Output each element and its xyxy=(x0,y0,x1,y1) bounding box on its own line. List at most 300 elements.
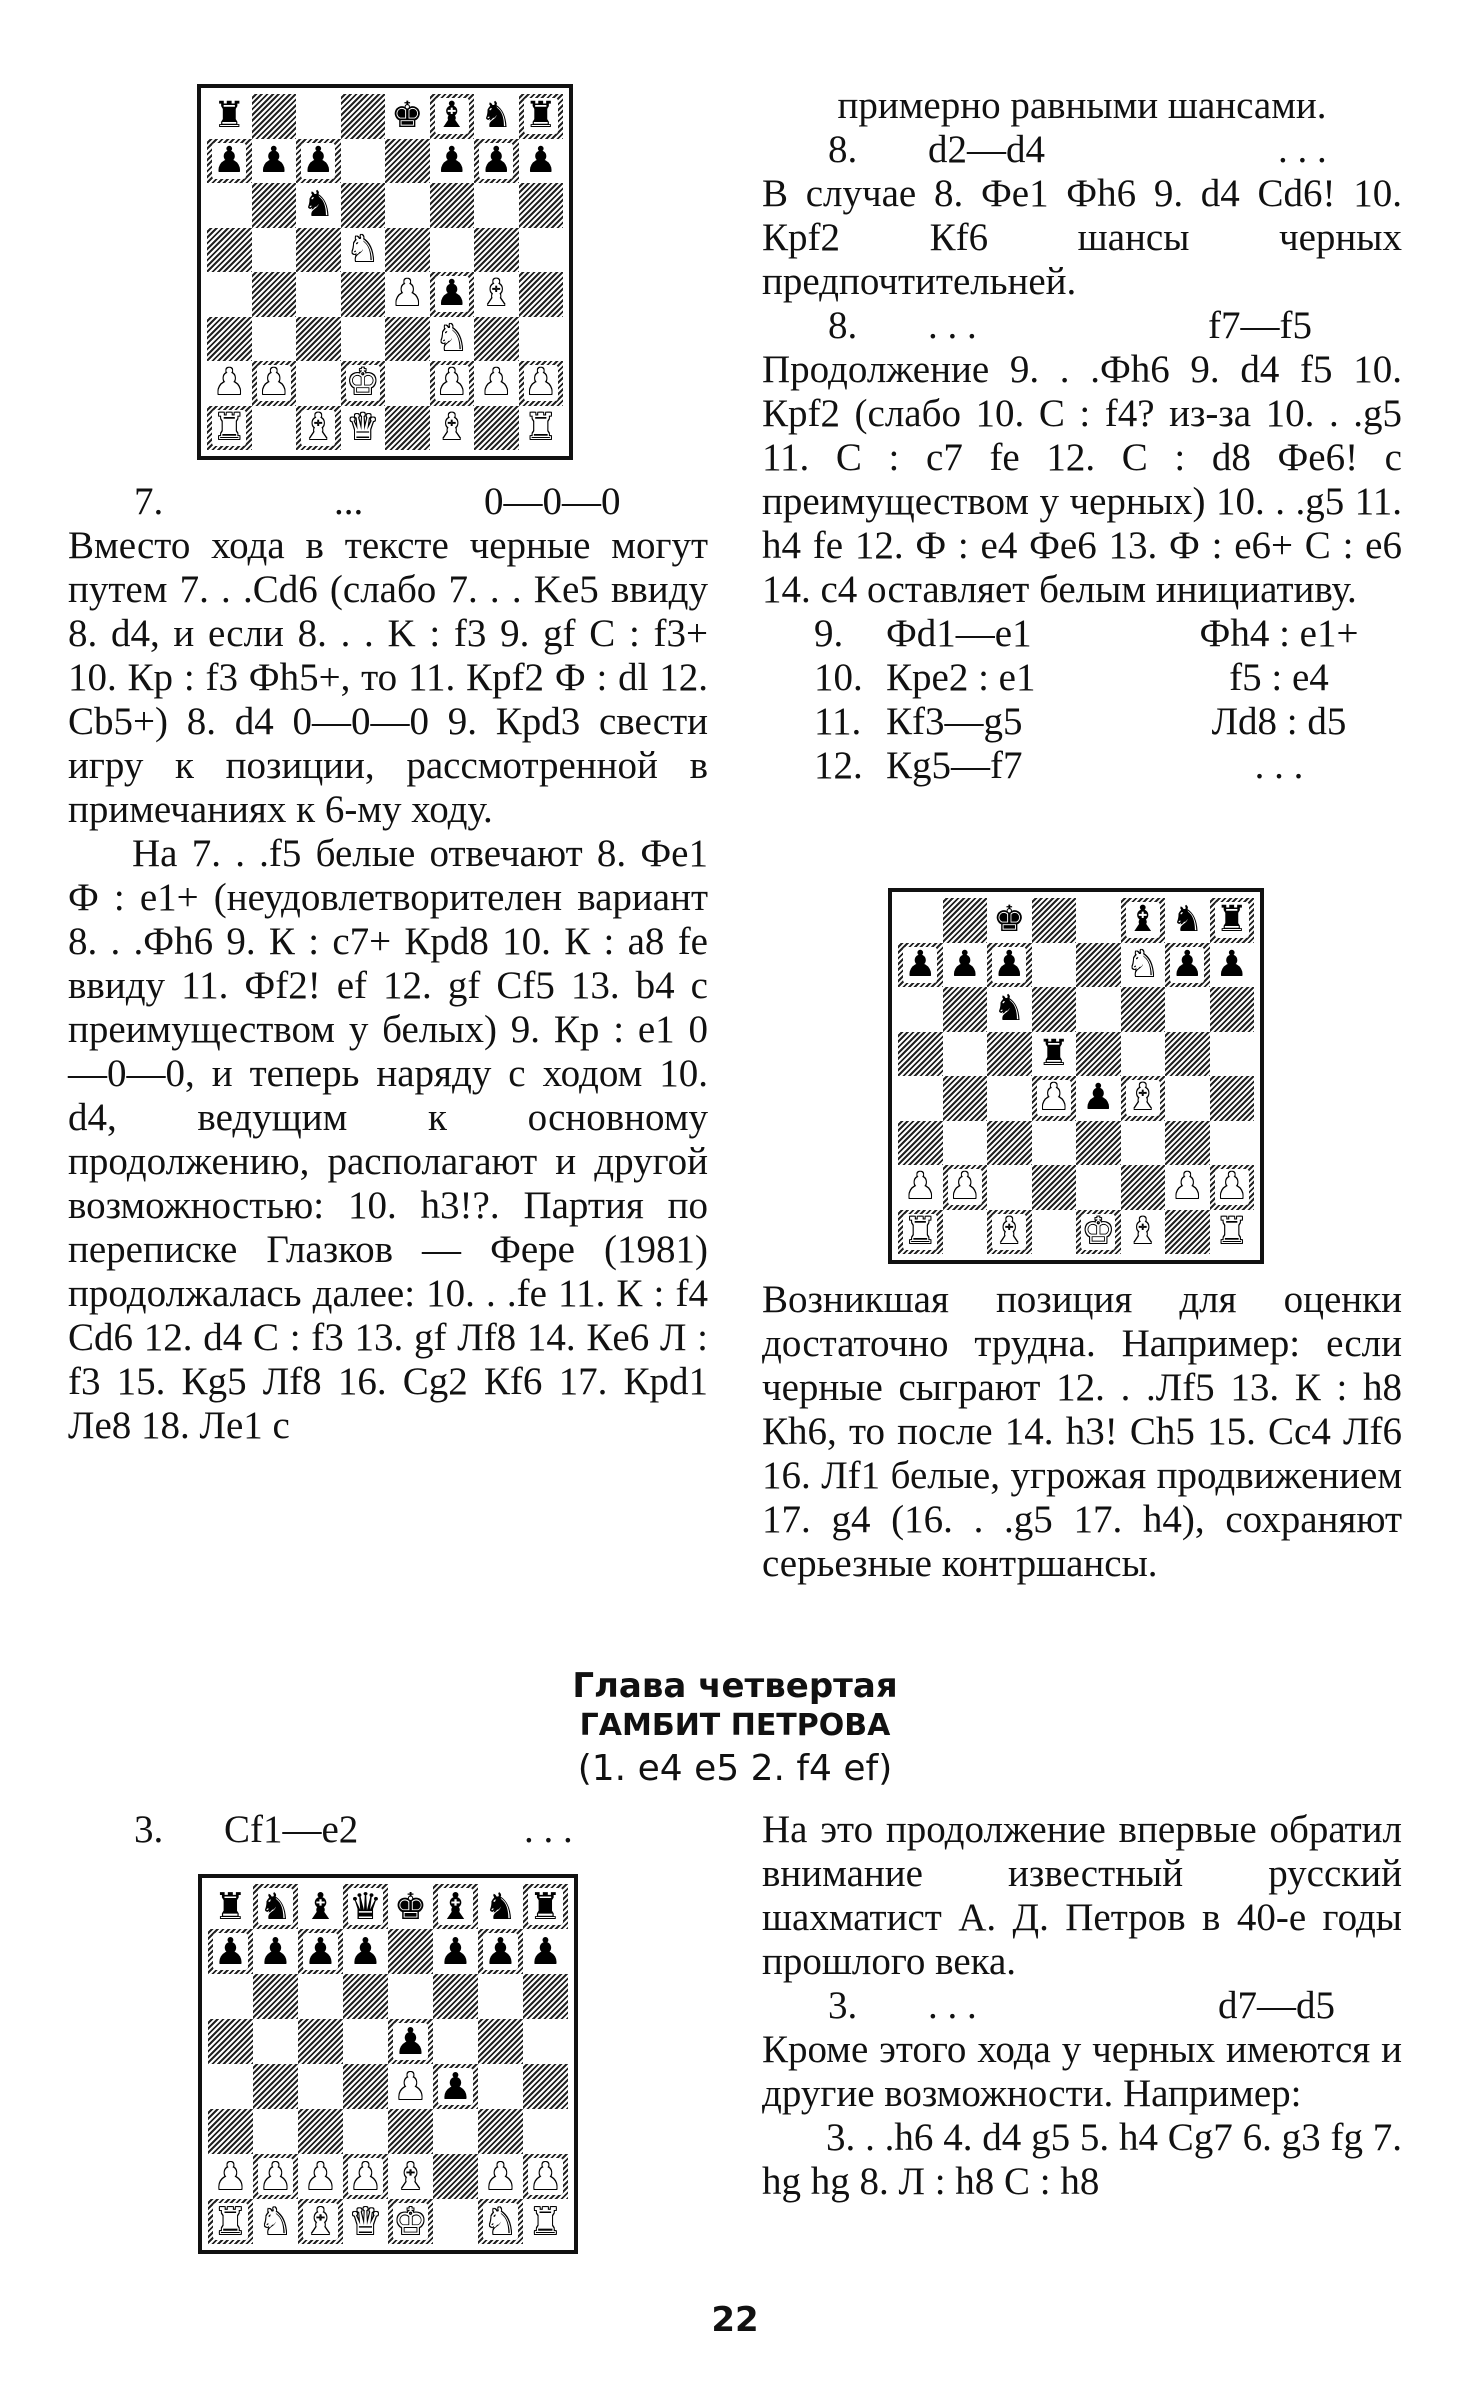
board-square xyxy=(433,1974,478,2019)
move-row: 10. Кpe2 : e1 f5 : e4 xyxy=(814,656,1329,699)
board-square xyxy=(523,1974,568,2019)
board-square xyxy=(1210,898,1255,943)
board-square xyxy=(296,183,341,228)
board-square xyxy=(898,1032,943,1077)
board-square xyxy=(987,1032,1032,1077)
black-pawn-icon: ♟ xyxy=(948,943,981,985)
chess-diagram-1 xyxy=(197,84,573,460)
board-square xyxy=(1121,898,1166,943)
board-square xyxy=(943,987,988,1032)
board-square xyxy=(253,2019,298,2064)
black-rook-icon: ♜ xyxy=(524,95,557,137)
white-pawn-icon: ♟ xyxy=(480,362,513,404)
white-pawn-icon: ♟ xyxy=(528,2155,563,2198)
board-square xyxy=(1165,1076,1210,1121)
board-square xyxy=(433,2064,478,2109)
board-square xyxy=(388,1974,433,2019)
board-square xyxy=(1076,1032,1121,1077)
board-square xyxy=(430,406,475,451)
board-square xyxy=(388,1884,433,1929)
board-square xyxy=(987,1210,1032,1255)
black-bishop-icon: ♝ xyxy=(1126,899,1159,941)
board-square xyxy=(253,2109,298,2154)
annotation-line: примерно равными шансами. xyxy=(837,84,1327,127)
white-bishop-icon: ♝ xyxy=(435,406,468,448)
board-square xyxy=(252,183,297,228)
board-square xyxy=(478,1974,523,2019)
board-square xyxy=(252,228,297,273)
board-square xyxy=(474,183,519,228)
board-square xyxy=(519,361,564,406)
board-square xyxy=(252,272,297,317)
board-square xyxy=(430,228,475,273)
black-pawn-icon: ♟ xyxy=(438,2065,473,2108)
white-king-icon: ♚ xyxy=(346,362,379,404)
board-square xyxy=(1165,943,1210,988)
board-square xyxy=(430,317,475,362)
board-square xyxy=(253,1884,298,1929)
board-square xyxy=(478,2109,523,2154)
board-square xyxy=(341,317,386,362)
page-number: 22 xyxy=(711,2300,759,2340)
board-square xyxy=(296,94,341,139)
board-square xyxy=(987,1121,1032,1166)
white-pawn-icon: ♟ xyxy=(948,1166,981,1208)
board-square xyxy=(478,2064,523,2109)
board-square xyxy=(1210,943,1255,988)
board-square xyxy=(1121,1165,1166,1210)
board-square xyxy=(207,228,252,273)
board-square xyxy=(385,183,430,228)
board-square xyxy=(1032,1076,1077,1121)
white-rook-icon: ♜ xyxy=(524,406,557,448)
board-square xyxy=(343,1974,388,2019)
white-pawn-icon: ♟ xyxy=(1215,1166,1248,1208)
board-square xyxy=(253,2199,298,2244)
board-square xyxy=(296,139,341,184)
board-square xyxy=(207,94,252,139)
board-square xyxy=(252,361,297,406)
board-square xyxy=(1210,1210,1255,1255)
black-pawn-icon: ♟ xyxy=(524,139,557,181)
board-square xyxy=(296,272,341,317)
board-square xyxy=(1121,1032,1166,1077)
white-pawn-icon: ♟ xyxy=(213,362,246,404)
white-bishop-icon: ♝ xyxy=(302,406,335,448)
black-king-icon: ♚ xyxy=(993,899,1026,941)
board-square xyxy=(343,2199,388,2244)
board-square xyxy=(433,1929,478,1974)
board-square xyxy=(298,2064,343,2109)
board-square xyxy=(1210,987,1255,1032)
annotation-paragraph: На 7. . .f5 белые отвечают 8. Фe1 Ф : e1+ (неудовлетворителен вариант 8. . .Фh6 9. К : c7+ Кpd8 10. К : a8 fe ввиду 11. Фf2! ef 12. gf Cf5 13. b4 с преимуществом у белых) 9. Кр : e1 0—0—0, и теперь наряду с ходом 10. d4, ведущим к основному продолжению, располагают и другой возможностью: 10. h3!?. Партия по переписке Глазков — Фере (1981) продолжалась далее: 10. . .fe 11. К : f4 Cd6 12. d4 C : f3 13. gf Лf8 14. Кe6 Л : f3 15. Кg5 Лf8 16. Cg2 Кf6 17. Кpd1 Лe8 18. Лe1 с xyxy=(68,832,708,1447)
annotation-paragraph: Возникшая позиция для оценки достаточно трудна. Например: если черные сыграют 12. . .Лf5 13. К : h8 Кh6, то после 14. h3! Ch5 15. Cc4 Лf6 16. Лf1 белые, угрожая продвижением 17. g4 (16. . .g5 17. h4), сохраняют серьезные контршансы. xyxy=(762,1278,1402,1585)
white-rook-icon: ♜ xyxy=(528,2200,563,2243)
board-square xyxy=(208,1974,253,2019)
right-column xyxy=(762,84,1402,788)
board-square xyxy=(253,2064,298,2109)
board-square xyxy=(1032,1032,1077,1077)
bottom-left-move: 3. Cf1—e2 . . . xyxy=(134,1808,573,1851)
move-line: 7. ... 0—0—0 xyxy=(134,480,621,523)
board-square xyxy=(1032,987,1077,1032)
white-king-icon: ♚ xyxy=(393,2200,428,2243)
board-square xyxy=(523,1884,568,1929)
board-square xyxy=(252,406,297,451)
board-square xyxy=(388,2019,433,2064)
board-square xyxy=(430,183,475,228)
board-square xyxy=(1076,898,1121,943)
board-square xyxy=(1165,898,1210,943)
board-square xyxy=(1076,943,1121,988)
board-square xyxy=(296,317,341,362)
white-pawn-icon: ♟ xyxy=(348,2155,383,2198)
chess-diagram-3 xyxy=(198,1874,578,2254)
board-square xyxy=(898,1076,943,1121)
board-square xyxy=(478,2154,523,2199)
board-square xyxy=(430,94,475,139)
white-rook-icon: ♜ xyxy=(1215,1210,1248,1252)
board-square xyxy=(519,317,564,362)
board-square xyxy=(478,1929,523,1974)
white-knight-icon: ♞ xyxy=(1126,943,1159,985)
board-square xyxy=(388,2154,433,2199)
white-pawn-icon: ♟ xyxy=(1037,1077,1070,1119)
white-bishop-icon: ♝ xyxy=(1126,1077,1159,1119)
move-row: 12. Кg5—f7 . . . xyxy=(814,744,1304,787)
white-pawn-icon: ♟ xyxy=(213,2155,248,2198)
board-square xyxy=(898,943,943,988)
board-square xyxy=(253,2154,298,2199)
board-square xyxy=(474,139,519,184)
board-square xyxy=(433,2199,478,2244)
board-square xyxy=(987,943,1032,988)
black-pawn-icon: ♟ xyxy=(528,1930,563,1973)
board-square xyxy=(1121,987,1166,1032)
board-square xyxy=(1076,1076,1121,1121)
white-bishop-icon: ♝ xyxy=(393,2155,428,2198)
white-knight-icon: ♞ xyxy=(435,317,468,359)
white-pawn-icon: ♟ xyxy=(393,2065,428,2108)
black-pawn-icon: ♟ xyxy=(438,1930,473,1973)
move-line: 8. d2—d4 . . . xyxy=(828,128,1327,171)
board-square xyxy=(1076,987,1121,1032)
white-queen-icon: ♛ xyxy=(348,2200,383,2243)
left-column xyxy=(68,480,708,1448)
board-square xyxy=(296,228,341,273)
board-square xyxy=(1165,1210,1210,1255)
board-square xyxy=(341,183,386,228)
move-line: 8. . . . f7—f5 xyxy=(828,304,1312,347)
board-square xyxy=(943,1210,988,1255)
white-pawn-icon: ♟ xyxy=(904,1166,937,1208)
board-square xyxy=(478,2019,523,2064)
black-pawn-icon: ♟ xyxy=(435,273,468,315)
board-square xyxy=(253,1929,298,1974)
board-square xyxy=(298,1974,343,2019)
board-square xyxy=(433,2109,478,2154)
annotation-paragraph: 3. . .h6 4. d4 g5 5. h4 Cg7 6. g3 fg 7. hg hg 8. Л : h8 C : h8 xyxy=(762,2116,1402,2203)
board-square xyxy=(296,361,341,406)
bottom-right-column xyxy=(762,1808,1402,2204)
board-square xyxy=(1121,1076,1166,1121)
board-square xyxy=(474,406,519,451)
board-square xyxy=(523,2109,568,2154)
board-square xyxy=(388,2109,433,2154)
board-square xyxy=(252,317,297,362)
board-square xyxy=(341,228,386,273)
black-pawn-icon: ♟ xyxy=(258,1930,293,1973)
board-square xyxy=(208,1929,253,1974)
board-square xyxy=(343,1929,388,1974)
white-pawn-icon: ♟ xyxy=(391,273,424,315)
board-square xyxy=(343,2109,388,2154)
annotation-paragraph: Продолжение 9. . .Фh6 9. d4 f5 10. Кpf2 (слабо 10. C : f4? из-за 10. . .g5 11. C : c7 fe 12. C : d8 Фe6! с преимуществом у черных) 10. . .g5 11. h4 fe 12. Ф : e4 Фe6 13. Ф : e6+ C : e6 14. c4 оставляет белым инициативу. xyxy=(762,348,1402,611)
board-square xyxy=(1210,1032,1255,1077)
board-square xyxy=(430,139,475,184)
board-square xyxy=(207,406,252,451)
board-square xyxy=(343,2154,388,2199)
board-square xyxy=(1210,1076,1255,1121)
black-pawn-icon: ♟ xyxy=(348,1930,383,1973)
white-knight-icon: ♞ xyxy=(346,228,379,270)
board-square xyxy=(385,139,430,184)
board-square xyxy=(388,2064,433,2109)
board-square xyxy=(341,406,386,451)
black-bishop-icon: ♝ xyxy=(438,1885,473,1928)
chapter-title: Глава четвертая xyxy=(572,1666,898,1706)
board-square xyxy=(343,2064,388,2109)
board-square xyxy=(474,272,519,317)
board-square xyxy=(943,1032,988,1077)
board-square xyxy=(208,2199,253,2244)
white-pawn-icon: ♟ xyxy=(483,2155,518,2198)
board-square xyxy=(430,272,475,317)
black-pawn-icon: ♟ xyxy=(302,139,335,181)
black-pawn-icon: ♟ xyxy=(1215,943,1248,985)
black-pawn-icon: ♟ xyxy=(213,139,246,181)
black-bishop-icon: ♝ xyxy=(435,95,468,137)
board-square xyxy=(523,2064,568,2109)
board-square xyxy=(519,228,564,273)
board-square xyxy=(987,1076,1032,1121)
board-square xyxy=(341,94,386,139)
right-column-lower xyxy=(762,1278,1402,1586)
board-square xyxy=(343,1884,388,1929)
board-square xyxy=(433,1884,478,1929)
black-rook-icon: ♜ xyxy=(528,1885,563,1928)
board-square xyxy=(1076,1210,1121,1255)
black-pawn-icon: ♟ xyxy=(1171,943,1204,985)
board-square xyxy=(1121,943,1166,988)
board-square xyxy=(519,139,564,184)
chess-diagram-2 xyxy=(888,888,1264,1264)
board-square xyxy=(474,317,519,362)
move-row: 11. Кf3—g5 Лd8 : d5 xyxy=(814,700,1347,743)
move-row: 9. Фd1—e1 Фh4 : e1+ xyxy=(814,612,1359,655)
black-rook-icon: ♜ xyxy=(213,1885,248,1928)
board-square xyxy=(433,2019,478,2064)
board-square xyxy=(1121,1210,1166,1255)
white-knight-icon: ♞ xyxy=(258,2200,293,2243)
board-square xyxy=(207,361,252,406)
board-square xyxy=(298,2109,343,2154)
board-square xyxy=(1165,1032,1210,1077)
board-square xyxy=(1076,1165,1121,1210)
board-square xyxy=(385,94,430,139)
board-square xyxy=(523,2019,568,2064)
black-rook-icon: ♜ xyxy=(213,95,246,137)
board-square xyxy=(987,898,1032,943)
board-square xyxy=(430,361,475,406)
board-square xyxy=(523,2199,568,2244)
board-square xyxy=(898,1165,943,1210)
board-square xyxy=(898,987,943,1032)
board-square xyxy=(433,2154,478,2199)
board-square xyxy=(385,317,430,362)
board-square xyxy=(519,94,564,139)
move-table xyxy=(762,612,1402,788)
annotation-paragraph: Кроме этого хода у черных имеются и другие возможности. Например: xyxy=(762,2028,1402,2115)
board-square xyxy=(207,317,252,362)
black-pawn-icon: ♟ xyxy=(483,1930,518,1973)
board-square xyxy=(385,228,430,273)
black-pawn-icon: ♟ xyxy=(480,139,513,181)
board-square xyxy=(208,2154,253,2199)
chapter-subtitle: ГАМБИТ ПЕТРОВА xyxy=(579,1708,891,1743)
board-square xyxy=(208,2019,253,2064)
board-square xyxy=(252,139,297,184)
chapter-moves: (1. e4 e5 2. f4 ef) xyxy=(577,1748,893,1789)
board-square xyxy=(519,406,564,451)
board-square xyxy=(298,1929,343,1974)
black-pawn-icon: ♟ xyxy=(1082,1077,1115,1119)
white-bishop-icon: ♝ xyxy=(480,273,513,315)
black-pawn-icon: ♟ xyxy=(993,943,1026,985)
board-square xyxy=(943,1165,988,1210)
black-knight-icon: ♞ xyxy=(258,1885,293,1928)
board-square xyxy=(519,183,564,228)
white-pawn-icon: ♟ xyxy=(435,362,468,404)
white-knight-icon: ♞ xyxy=(483,2200,518,2243)
white-rook-icon: ♜ xyxy=(213,2200,248,2243)
board-square xyxy=(388,1929,433,1974)
board-square xyxy=(341,361,386,406)
board-square xyxy=(208,2064,253,2109)
white-bishop-icon: ♝ xyxy=(303,2200,338,2243)
board-square xyxy=(208,2109,253,2154)
board-square xyxy=(1210,1121,1255,1166)
black-king-icon: ♚ xyxy=(391,95,424,137)
board-square xyxy=(943,1121,988,1166)
board-square xyxy=(207,272,252,317)
board-square xyxy=(207,183,252,228)
board-square xyxy=(298,2019,343,2064)
black-pawn-icon: ♟ xyxy=(904,943,937,985)
annotation-paragraph: На это продолжение впервые обратил внимание известный русский шахматист А. Д. Петров в 40-е годы прошлого века. xyxy=(762,1808,1402,1983)
board-square xyxy=(943,1076,988,1121)
board-square xyxy=(341,139,386,184)
white-rook-icon: ♜ xyxy=(904,1210,937,1252)
black-knight-icon: ♞ xyxy=(993,988,1026,1030)
board-square xyxy=(1165,1121,1210,1166)
board-square xyxy=(296,406,341,451)
annotation-paragraph: В случае 8. Фе1 Фh6 9. d4 Cd6! 10. Кpf2 Кf6 шансы черных предпочтительней. xyxy=(762,172,1402,303)
board-square xyxy=(1032,1121,1077,1166)
board-square xyxy=(987,987,1032,1032)
board-square xyxy=(207,139,252,184)
black-pawn-icon: ♟ xyxy=(257,139,290,181)
black-knight-icon: ♞ xyxy=(302,184,335,226)
black-queen-icon: ♛ xyxy=(348,1885,383,1928)
black-rook-icon: ♜ xyxy=(1037,1032,1070,1074)
board-square xyxy=(523,2154,568,2199)
board-square xyxy=(298,1884,343,1929)
black-knight-icon: ♞ xyxy=(1171,899,1204,941)
black-pawn-icon: ♟ xyxy=(393,2020,428,2063)
white-pawn-icon: ♟ xyxy=(1171,1166,1204,1208)
board-square xyxy=(1165,1165,1210,1210)
board-square xyxy=(343,2019,388,2064)
board-square xyxy=(385,272,430,317)
black-bishop-icon: ♝ xyxy=(303,1885,338,1928)
board-square xyxy=(1032,943,1077,988)
white-king-icon: ♚ xyxy=(1082,1210,1115,1252)
board-square xyxy=(987,1165,1032,1210)
white-pawn-icon: ♟ xyxy=(303,2155,338,2198)
black-pawn-icon: ♟ xyxy=(303,1930,338,1973)
white-rook-icon: ♜ xyxy=(213,406,246,448)
board-square xyxy=(1032,1210,1077,1255)
black-pawn-icon: ♟ xyxy=(435,139,468,181)
board-square xyxy=(341,272,386,317)
black-knight-icon: ♞ xyxy=(480,95,513,137)
board-square xyxy=(1165,987,1210,1032)
black-knight-icon: ♞ xyxy=(483,1885,518,1928)
board-square xyxy=(943,943,988,988)
board-square xyxy=(478,1884,523,1929)
board-square xyxy=(298,2199,343,2244)
board-square xyxy=(1210,1165,1255,1210)
white-bishop-icon: ♝ xyxy=(1126,1210,1159,1252)
board-square xyxy=(388,2199,433,2244)
white-bishop-icon: ♝ xyxy=(993,1210,1026,1252)
black-king-icon: ♚ xyxy=(393,1885,428,1928)
white-pawn-icon: ♟ xyxy=(257,362,290,404)
board-square xyxy=(523,1929,568,1974)
board-square xyxy=(385,406,430,451)
board-square xyxy=(519,272,564,317)
board-square xyxy=(898,1210,943,1255)
board-square xyxy=(208,1884,253,1929)
board-square xyxy=(1076,1121,1121,1166)
board-square xyxy=(253,1974,298,2019)
board-square xyxy=(252,94,297,139)
board-square xyxy=(478,2199,523,2244)
board-square xyxy=(898,1121,943,1166)
move-line: 3. . . . d7—d5 xyxy=(828,1984,1335,2027)
board-square xyxy=(898,898,943,943)
board-square xyxy=(474,228,519,273)
black-rook-icon: ♜ xyxy=(1215,899,1248,941)
board-square xyxy=(943,898,988,943)
white-pawn-icon: ♟ xyxy=(524,362,557,404)
board-square xyxy=(1032,898,1077,943)
board-square xyxy=(474,94,519,139)
board-square xyxy=(1032,1165,1077,1210)
black-pawn-icon: ♟ xyxy=(213,1930,248,1973)
board-square xyxy=(385,361,430,406)
